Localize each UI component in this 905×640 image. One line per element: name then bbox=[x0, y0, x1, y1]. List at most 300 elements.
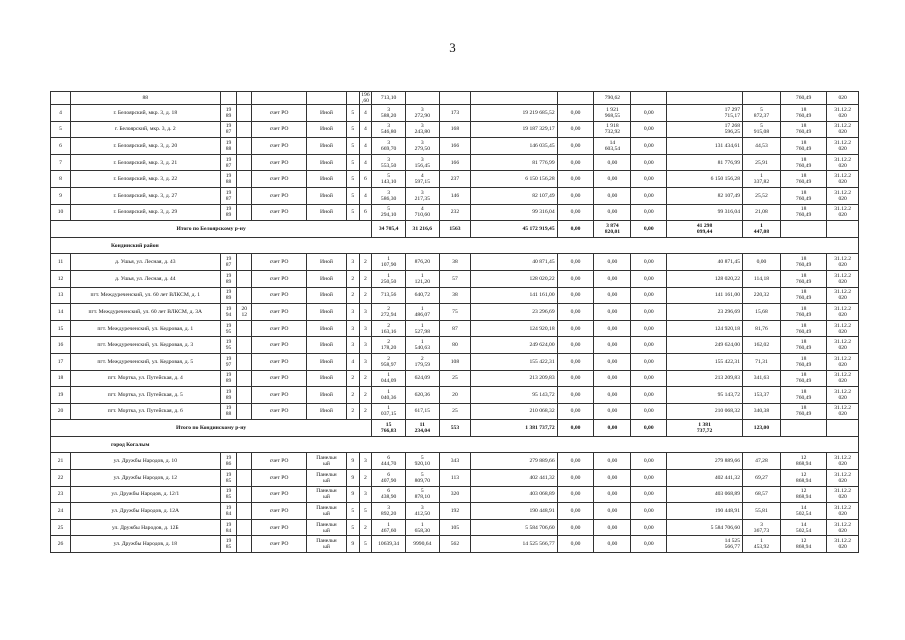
table-body bbox=[51, 92, 859, 553]
table-cell: 18 760,49 bbox=[780, 304, 826, 321]
table-cell: 15,68 bbox=[743, 304, 781, 321]
table-cell bbox=[237, 403, 252, 420]
table-cell: 1 918 732,92 bbox=[594, 121, 631, 138]
table-cell: 81 776,99 bbox=[471, 154, 557, 171]
table-cell: 19 87 bbox=[220, 154, 237, 171]
table-cell: 81 776,99 bbox=[667, 154, 743, 171]
table-cell: 3 243,80 bbox=[405, 121, 439, 138]
table-cell: 237 bbox=[439, 171, 471, 188]
table-cell: 31.12.2 020 bbox=[827, 486, 859, 503]
table-cell: 82 107,49 bbox=[471, 187, 557, 204]
table-cell: 155 422,31 bbox=[667, 353, 743, 370]
table-cell: 5 bbox=[346, 204, 359, 221]
table-cell: 20 bbox=[51, 403, 71, 420]
table-cell: 19 85 bbox=[220, 486, 237, 503]
table-cell: 155 422,31 bbox=[471, 353, 557, 370]
subtotal-cell: 1 447,08 bbox=[743, 221, 781, 238]
address-cell: г. Белоярский, мкр. 3, д. 21 bbox=[71, 154, 221, 171]
table-cell: 0,00 bbox=[594, 519, 631, 536]
table-cell: 19 86 bbox=[220, 453, 237, 470]
table-cell bbox=[237, 387, 252, 404]
table-cell: Иной bbox=[306, 320, 346, 337]
table-cell: 2 bbox=[346, 287, 359, 304]
table-cell: 31.12.2 020 bbox=[827, 453, 859, 470]
table-cell: 3 bbox=[346, 254, 359, 271]
table-cell: 75 bbox=[439, 304, 471, 321]
table-cell: счет РО bbox=[252, 453, 307, 470]
table-cell: Панельн ый bbox=[306, 536, 346, 553]
table-cell bbox=[51, 92, 71, 105]
table-cell: 620,36 bbox=[405, 387, 439, 404]
table-cell: 95 143,72 bbox=[667, 387, 743, 404]
table-cell: 760,49 bbox=[780, 92, 826, 105]
subtotal-cell: 3 874 820,01 bbox=[594, 221, 631, 238]
table-cell: счет РО bbox=[252, 486, 307, 503]
table-cell: 403 068,89 bbox=[667, 486, 743, 503]
table-cell: 31.12.2 020 bbox=[827, 370, 859, 387]
table-cell: 31.12.2 020 bbox=[827, 154, 859, 171]
table-row bbox=[51, 486, 859, 503]
table-cell: 0,00 bbox=[594, 204, 631, 221]
table-cell: 19 95 bbox=[220, 337, 237, 354]
table-cell: 617,15 bbox=[405, 403, 439, 420]
table-cell: 105 bbox=[439, 519, 471, 536]
table-cell: 3 553,50 bbox=[372, 154, 406, 171]
table-cell: 18 760,49 bbox=[780, 154, 826, 171]
table-cell: 31.12.2 020 bbox=[827, 121, 859, 138]
table-cell: 5 bbox=[346, 519, 359, 536]
table-cell: 4 597,15 bbox=[405, 171, 439, 188]
table-cell: 87 bbox=[439, 320, 471, 337]
table-cell: 0,00 bbox=[557, 403, 594, 420]
table-cell: 3 546,80 bbox=[372, 121, 406, 138]
table-row bbox=[51, 187, 859, 204]
table-cell bbox=[306, 92, 346, 105]
table-cell: 0,00 bbox=[594, 453, 631, 470]
table-cell: 713,56 bbox=[372, 287, 406, 304]
table-cell: 5 bbox=[346, 138, 359, 155]
table-cell: 0,00 bbox=[631, 519, 667, 536]
table-cell: счет РО bbox=[252, 320, 307, 337]
table-cell: 5 294,10 bbox=[372, 204, 406, 221]
table-cell bbox=[405, 92, 439, 105]
table-cell: 2 bbox=[346, 270, 359, 287]
table-cell: 2 bbox=[359, 470, 372, 487]
table-row bbox=[51, 304, 859, 321]
table-cell: 17 268 596,25 bbox=[667, 121, 743, 138]
table-cell: 1 250,50 bbox=[372, 270, 406, 287]
table-cell: Иной bbox=[306, 254, 346, 271]
table-cell bbox=[780, 221, 826, 238]
table-cell: 0,00 bbox=[631, 470, 667, 487]
table-cell: счет РО bbox=[252, 254, 307, 271]
table-cell: 343 bbox=[439, 453, 471, 470]
table-cell: 18 760,49 bbox=[780, 105, 826, 122]
address-cell: пгт. Мортка, ул. Путейская, д. 4 bbox=[71, 370, 221, 387]
table-cell: 80 bbox=[439, 337, 471, 354]
table-cell: 11 bbox=[51, 254, 71, 271]
table-cell bbox=[631, 92, 667, 105]
table-cell: Иной bbox=[306, 121, 346, 138]
table-cell: 6 407,90 bbox=[372, 470, 406, 487]
table-cell: 0,00 bbox=[631, 536, 667, 553]
table-cell: 9 bbox=[346, 536, 359, 553]
table-cell: 15 bbox=[51, 320, 71, 337]
table-cell: 4 bbox=[359, 154, 372, 171]
table-cell: 25,52 bbox=[743, 187, 781, 204]
address-cell: пгт. Мортка, ул. Путейская, д. 6 bbox=[71, 403, 221, 420]
table-cell: 40 871,45 bbox=[667, 254, 743, 271]
table-cell: Панельн ый bbox=[306, 453, 346, 470]
table-cell: 210 068,32 bbox=[667, 403, 743, 420]
table-cell: 0,00 bbox=[557, 470, 594, 487]
table-cell: Иной bbox=[306, 187, 346, 204]
table-cell: 19 87 bbox=[220, 254, 237, 271]
table-cell: 19 89 bbox=[220, 287, 237, 304]
table-cell: Иной bbox=[306, 403, 346, 420]
table-cell: 128 020,22 bbox=[667, 270, 743, 287]
table-cell: Иной bbox=[306, 387, 346, 404]
table-cell: 25 bbox=[439, 370, 471, 387]
table-cell: Иной bbox=[306, 287, 346, 304]
table-row bbox=[51, 287, 859, 304]
table-cell: 2 bbox=[346, 387, 359, 404]
address-cell: г. Белоярский, мкр. 3, д. 27 bbox=[71, 187, 221, 204]
table-cell: 3 586,30 bbox=[372, 187, 406, 204]
table-cell: 153,37 bbox=[743, 387, 781, 404]
table-cell: 4 bbox=[346, 353, 359, 370]
table-cell: 10639,34 bbox=[372, 536, 406, 553]
table-cell: 0,00 bbox=[594, 403, 631, 420]
address-cell: ул. Дружбы Народов, д. 12 bbox=[71, 470, 221, 487]
table-cell: 21,08 bbox=[743, 204, 781, 221]
table-cell: 0,00 bbox=[594, 304, 631, 321]
table-cell: 162,02 bbox=[743, 337, 781, 354]
table-cell: 1 121,20 bbox=[405, 270, 439, 287]
table-cell: 0,00 bbox=[557, 486, 594, 503]
table-cell: 0,00 bbox=[557, 503, 594, 520]
table-cell bbox=[237, 470, 252, 487]
table-cell: 403 068,89 bbox=[471, 486, 557, 503]
table-cell: 31.12.2 020 bbox=[827, 270, 859, 287]
table-cell: счет РО bbox=[252, 536, 307, 553]
table-row bbox=[51, 320, 859, 337]
table-cell: 713,10 bbox=[372, 92, 406, 105]
table-cell: 0,00 bbox=[594, 320, 631, 337]
subtotal-cell: 1 381 737,72 bbox=[667, 420, 743, 437]
address-cell: пгт. Междуреченский, ул. Кедровая, д. 5 bbox=[71, 353, 221, 370]
table-cell: 14 603,54 bbox=[594, 138, 631, 155]
table-cell bbox=[471, 92, 557, 105]
table-cell: 5 143,10 bbox=[372, 171, 406, 188]
table-cell: 71,31 bbox=[743, 353, 781, 370]
address-cell: ул. Дружбы Народов, д. 10 bbox=[71, 453, 221, 470]
table-cell: 5 bbox=[346, 503, 359, 520]
table-cell: счет РО bbox=[252, 287, 307, 304]
table-cell bbox=[237, 138, 252, 155]
table-cell: 81,76 bbox=[743, 320, 781, 337]
table-cell: 124 920,18 bbox=[667, 320, 743, 337]
table-cell bbox=[346, 92, 359, 105]
table-cell: счет РО bbox=[252, 171, 307, 188]
subtotal-cell: 45 172 919,45 bbox=[471, 221, 557, 238]
address-cell: пгт. Мортка, ул. Путейская, д. 5 bbox=[71, 387, 221, 404]
table-cell: 0,00 bbox=[594, 387, 631, 404]
table-cell: 0,00 bbox=[631, 270, 667, 287]
subtotal-cell: 31 216,6 bbox=[405, 221, 439, 238]
table-cell: 1 540,63 bbox=[405, 337, 439, 354]
table-cell: 1 107,90 bbox=[372, 254, 406, 271]
subtotal-label: Итого по Кондинскому р-ну bbox=[51, 420, 372, 437]
table-cell: 1 921 968,55 bbox=[594, 105, 631, 122]
section-header-row bbox=[51, 237, 859, 254]
table-cell: 0,00 bbox=[631, 138, 667, 155]
table-cell: 790,62 bbox=[594, 92, 631, 105]
table-row bbox=[51, 387, 859, 404]
table-cell: 0,00 bbox=[631, 453, 667, 470]
table-cell: 2 bbox=[359, 387, 372, 404]
table-cell: 2 958,97 bbox=[372, 353, 406, 370]
table-cell: 196,60 bbox=[359, 92, 372, 105]
table-cell: 562 bbox=[439, 536, 471, 553]
table-cell: счет РО bbox=[252, 270, 307, 287]
table-cell: 31.12.2 020 bbox=[827, 503, 859, 520]
address-cell: ул. Дружбы Народов, д. 12Б bbox=[71, 519, 221, 536]
housing-register-table bbox=[50, 91, 859, 553]
table-cell: 22 bbox=[51, 470, 71, 487]
table-cell: 4 bbox=[359, 121, 372, 138]
table-cell: 26 bbox=[51, 536, 71, 553]
table-cell: 210 068,32 bbox=[471, 403, 557, 420]
table-cell: 17 bbox=[51, 353, 71, 370]
table-cell: 0,00 bbox=[557, 254, 594, 271]
table-cell: 0,00 bbox=[594, 337, 631, 354]
table-cell: 249 624,00 bbox=[471, 337, 557, 354]
table-cell: 0,00 bbox=[594, 470, 631, 487]
table-cell: 88 bbox=[71, 92, 221, 105]
table-cell: счет РО bbox=[252, 105, 307, 122]
table-cell: 0,00 bbox=[557, 370, 594, 387]
table-cell: Иной bbox=[306, 270, 346, 287]
table-cell: 12 bbox=[51, 270, 71, 287]
table-cell bbox=[237, 254, 252, 271]
table-cell bbox=[439, 92, 471, 105]
table-cell bbox=[237, 270, 252, 287]
table-cell: 57 bbox=[439, 270, 471, 287]
table-cell: 3 bbox=[359, 320, 372, 337]
table-cell: 31.12.2 020 bbox=[827, 287, 859, 304]
table-cell bbox=[743, 92, 781, 105]
table-cell: 190 448,91 bbox=[667, 503, 743, 520]
table-cell: 9990,64 bbox=[405, 536, 439, 553]
table-cell: 2 bbox=[359, 270, 372, 287]
table-cell: 3 588,20 bbox=[372, 105, 406, 122]
table-cell bbox=[827, 420, 859, 437]
table-cell: 31.12.2 020 bbox=[827, 304, 859, 321]
table-cell: 7 bbox=[51, 154, 71, 171]
table-cell: 3 279,50 bbox=[405, 138, 439, 155]
table-cell: 1 044,09 bbox=[372, 370, 406, 387]
table-cell: 1 040,36 bbox=[372, 387, 406, 404]
table-cell: 18 760,49 bbox=[780, 254, 826, 271]
table-cell: 18 760,49 bbox=[780, 138, 826, 155]
table-cell: 3 892,20 bbox=[372, 503, 406, 520]
table-cell: 5 bbox=[346, 171, 359, 188]
table-cell: 5 bbox=[346, 105, 359, 122]
table-cell: 0,00 bbox=[594, 353, 631, 370]
table-cell: 19 88 bbox=[220, 171, 237, 188]
table-cell: 190 448,91 bbox=[471, 503, 557, 520]
table-cell: 3 bbox=[346, 320, 359, 337]
table-cell: счет РО bbox=[252, 403, 307, 420]
table-cell: 0,00 bbox=[594, 486, 631, 503]
table-cell: 5 bbox=[346, 187, 359, 204]
table-cell: 19 85 bbox=[220, 536, 237, 553]
table-cell: 0,00 bbox=[631, 486, 667, 503]
table-cell: 640,72 bbox=[405, 287, 439, 304]
subtotal-cell: 0,00 bbox=[631, 420, 667, 437]
table-cell: 3 bbox=[359, 453, 372, 470]
section-header-row bbox=[51, 436, 859, 453]
table-cell: 38 bbox=[439, 254, 471, 271]
table-cell: 31.12.2 020 bbox=[827, 536, 859, 553]
table-cell bbox=[237, 154, 252, 171]
table-cell: 99 316,04 bbox=[667, 204, 743, 221]
table-cell: 0,00 bbox=[557, 270, 594, 287]
table-cell: 23 296,69 bbox=[471, 304, 557, 321]
table-cell: 8 bbox=[51, 171, 71, 188]
table-cell: 0,00 bbox=[631, 503, 667, 520]
table-cell: 0,00 bbox=[631, 403, 667, 420]
table-cell: 44,53 bbox=[743, 138, 781, 155]
table-cell: 19 89 bbox=[220, 204, 237, 221]
table-cell: 3 156,45 bbox=[405, 154, 439, 171]
table-cell: 95 143,72 bbox=[471, 387, 557, 404]
table-row bbox=[51, 270, 859, 287]
address-cell: г. Белоярский, мкр. 3, д. 29 bbox=[71, 204, 221, 221]
table-row bbox=[51, 403, 859, 420]
table-cell: 1 486,07 bbox=[405, 304, 439, 321]
table-cell: Панельн ый bbox=[306, 519, 346, 536]
table-cell: 31.12.2 020 bbox=[827, 337, 859, 354]
table-cell: 0,00 bbox=[557, 287, 594, 304]
table-cell: 141 161,00 bbox=[667, 287, 743, 304]
table-cell: 19 bbox=[51, 387, 71, 404]
table-cell: 0,00 bbox=[631, 304, 667, 321]
table-cell: Панельн ый bbox=[306, 503, 346, 520]
table-cell: Панельн ый bbox=[306, 470, 346, 487]
subtotal-cell: 0,00 bbox=[557, 420, 594, 437]
table-cell: 2 bbox=[359, 287, 372, 304]
table-cell: 31.12.2 020 bbox=[827, 470, 859, 487]
table-cell: 18 760,49 bbox=[780, 171, 826, 188]
table-cell: счет РО bbox=[252, 204, 307, 221]
table-cell: 2 272,94 bbox=[372, 304, 406, 321]
table-cell: 31.12.2 020 bbox=[827, 254, 859, 271]
table-cell: 3 bbox=[359, 353, 372, 370]
address-cell: пгт. Междуреченский, ул. Кедровая, д. 3 bbox=[71, 337, 221, 354]
table-cell: 0,00 bbox=[631, 204, 667, 221]
table-cell: 0,00 bbox=[631, 171, 667, 188]
table-cell: 0,00 bbox=[557, 138, 594, 155]
table-cell: 0,00 bbox=[631, 320, 667, 337]
subtotal-cell: 15 766,83 bbox=[372, 420, 406, 437]
table-cell: 146 035,45 bbox=[471, 138, 557, 155]
page-number: 3 bbox=[449, 40, 456, 55]
table-cell: 279 889,66 bbox=[667, 453, 743, 470]
table-cell: счет РО bbox=[252, 387, 307, 404]
table-cell: 19 89 bbox=[220, 105, 237, 122]
address-cell: д. Ушья, ул. Лесная, д. 44 bbox=[71, 270, 221, 287]
table-cell: 0,00 bbox=[557, 536, 594, 553]
table-cell: 113 bbox=[439, 470, 471, 487]
table-cell: 0,00 bbox=[594, 536, 631, 553]
table-cell bbox=[780, 420, 826, 437]
table-cell: 0,00 bbox=[631, 370, 667, 387]
table-row bbox=[51, 171, 859, 188]
table-row bbox=[51, 453, 859, 470]
table-cell: Иной bbox=[306, 204, 346, 221]
table-cell: 0,00 bbox=[631, 187, 667, 204]
table-cell: 19 84 bbox=[220, 503, 237, 520]
table-cell bbox=[237, 370, 252, 387]
table-cell: 12 868,94 bbox=[780, 453, 826, 470]
table-cell bbox=[237, 519, 252, 536]
table-cell: 0,00 bbox=[743, 254, 781, 271]
table-cell: 17 297 715,17 bbox=[667, 105, 743, 122]
table-cell: 3 bbox=[359, 304, 372, 321]
table-cell: 0,00 bbox=[631, 254, 667, 271]
address-cell: ул. Дружбы Народов, д. 12А bbox=[71, 503, 221, 520]
table-cell: 4 bbox=[359, 187, 372, 204]
table-cell: счет РО bbox=[252, 121, 307, 138]
table-cell: 213 209,83 bbox=[667, 370, 743, 387]
table-cell: 0,00 bbox=[557, 519, 594, 536]
table-cell: 3 272,90 bbox=[405, 105, 439, 122]
table-cell: 173 bbox=[439, 105, 471, 122]
table-row bbox=[51, 92, 859, 105]
table-cell: 402 441,32 bbox=[471, 470, 557, 487]
subtotal-cell: 34 705,4 bbox=[372, 221, 406, 238]
table-cell: 0,00 bbox=[557, 105, 594, 122]
table-row bbox=[51, 470, 859, 487]
table-cell: 5 920,10 bbox=[405, 453, 439, 470]
table-cell: 6 150 156,28 bbox=[667, 171, 743, 188]
table-cell: 40 871,45 bbox=[471, 254, 557, 271]
table-cell: 14 bbox=[51, 304, 71, 321]
table-cell: 5 bbox=[346, 154, 359, 171]
table-cell: счет РО bbox=[252, 470, 307, 487]
subtotal-cell: 1563 bbox=[439, 221, 471, 238]
table-cell: 19 187 329,17 bbox=[471, 121, 557, 138]
table-cell: 21 bbox=[51, 453, 71, 470]
table-cell: 13 bbox=[51, 287, 71, 304]
table-cell: 5 584 706,60 bbox=[667, 519, 743, 536]
table-row bbox=[51, 337, 859, 354]
table-row bbox=[51, 519, 859, 536]
table-cell bbox=[237, 503, 252, 520]
table-cell: Иной bbox=[306, 171, 346, 188]
table-cell: 6 bbox=[359, 171, 372, 188]
table-cell: 6 438,90 bbox=[372, 486, 406, 503]
table-cell: 31.12.2 020 bbox=[827, 519, 859, 536]
subtotal-cell: 11 234,04 bbox=[405, 420, 439, 437]
table-cell bbox=[237, 353, 252, 370]
table-cell: 3 bbox=[359, 337, 372, 354]
section-title: Кондинский район bbox=[51, 237, 859, 254]
table-cell: 146 bbox=[439, 187, 471, 204]
table-cell: 4 710,60 bbox=[405, 204, 439, 221]
